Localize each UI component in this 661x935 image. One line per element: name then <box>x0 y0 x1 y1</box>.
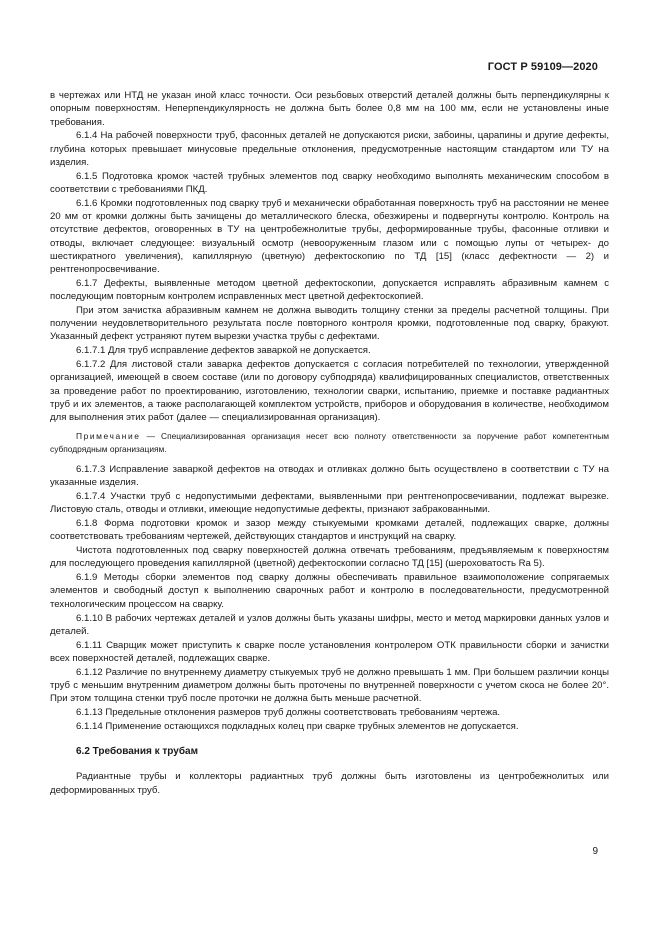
paragraph: 6.1.14 Применение остающихся подкладных колец при сварке трубных элементов не допускается. <box>76 720 519 732</box>
paragraph: 6.1.5 Подготовка кромок частей трубных элементов под сварку необходимо выполнять механическим способом в соответствии с требованиями ПКД. <box>50 170 609 195</box>
page-number: 9 <box>592 846 598 857</box>
paragraph: 6.1.7.4 Участки труб с недопустимыми дефектами, выявленными при рентгенопросвечивании, подлежат вырезке. Листовую сталь, отводы и отливки, имеющие недопустимые дефекты, признают забракованными. <box>50 490 609 516</box>
paragraph: 6.1.9 Методы сборки элементов под сварку должны обеспечивать правильное взаимоположение сопрягаемых элементов и свободный доступ к выполнению сварочных работ и контролю в последовательности, предусмотренной технологическим процессом на сварку. <box>50 572 609 610</box>
document-body <box>50 89 609 798</box>
paragraph: 6.1.13 Предельные отклонения размеров труб должны соответствовать требованиям чертежа. <box>76 707 501 719</box>
section-heading: 6.2 Требования к трубам <box>76 746 198 758</box>
document-header: ГОСТ Р 59109—2020 <box>487 61 598 73</box>
paragraph: При этом зачистка абразивным камнем не должна выводить толщину стенки за пределы расчетной толщины. При получении неудовлетворительного результата после повторного контроля кромки, подготовленные под сварку, бракуют. Указанный дефект устраняют путем вырезки участка трубы с дефектами. <box>50 304 609 343</box>
paragraph: Радиантные трубы и коллекторы радиантных труб должны быть изготовлены из центробежнолитых или деформированных труб. <box>50 771 609 796</box>
paragraph: 6.1.6 Кромки подготовленных под сварку труб и механически обработанная поверхность труб на расстоянии не менее 20 мм от кромки должны быть зачищены до металлического блеска, обезжирены и подвергнуты контролю. Контроль на отсутствие дефектов, оговоренных в ТУ на центробежнолитые трубы, деформированные трубы, фасонные отливки и отводы, включает следующее: визуальный осмотр (невооруженным глазом или с помощью лупы от четырех- до шестикратного увеличения), капиллярную (цветную) дефектоскопию по ТД [15] (класс дефектности — 2) и рентгенопросвечивание. <box>50 197 609 276</box>
paragraph: 6.1.10 В рабочих чертежах деталей и узлов должны быть указаны шифры, место и метод маркировки данных узлов и деталей. <box>50 612 609 637</box>
note-label: Примечание <box>76 431 141 442</box>
paragraph: в чертежах или НТД не указан иной класс точности. Оси резьбовых отверстий деталей должны быть перпендикулярны к опорным поверхностям. Неперпендикулярность не должна быть более 0,8 мм на 100 мм, если не установлены иные требования. <box>50 90 609 128</box>
note <box>50 430 609 454</box>
paragraph: 6.1.7.3 Исправление заваркой дефектов на отводах и отливках должно быть осуществлено в соответствии с ТУ на указанные изделия. <box>50 463 609 489</box>
paragraph: 6.1.12 Различие по внутреннему диаметру стыкуемых труб не должно превышать 1 мм. При большем различии концы труб с меньшим внутренним диаметром должны быть проточены по внутренней поверхности с учетом скоса не более 20°. При этом толщина стенки труб после проточки не должна быть меньше расчетной. <box>50 666 609 705</box>
paragraph: 6.1.7.1 Для труб исправление дефектов заваркой не допускается. <box>76 345 371 357</box>
paragraph: 6.1.7.2 Для листовой стали заварка дефектов допускается с согласия потребителей по технологии, утвержденной организацией, имеющей в своем составе (или по договору субподряда) квалифицированных специалистов, ответственных за проведение работ по проектированию, изготовлению, технологии сварки, испытанию, приемке и поставке радиантных труб и их элементов, а также располагающей комплектом устройств, приборов и оборудования в количестве, необходимом для выполнения этих работ (далее — специализированная организация). <box>50 359 609 424</box>
note-text: — Специализированная организация несет всю полноту ответственности за поручение работ компетентным субподрядным организациям. <box>50 431 609 454</box>
paragraph: 6.1.11 Сварщик может приступить к сварке после установления контролером ОТК правильности сборки и зачистки всех поверхностей деталей, подлежащих сварке. <box>50 639 609 664</box>
paragraph: Чистота подготовленных под сварку поверхностей должна отвечать требованиям, предъявляемым к поверхностям для последующего проведения капиллярной (цветной) дефектоскопии согласно ТД [15] (шероховатость Ra 5). <box>50 545 609 570</box>
paragraph: 6.1.7 Дефекты, выявленные методом цветной дефектоскопии, допускается исправлять абразивным камнем с последующим повторным контролем исправленных мест цветной дефектоскопией. <box>50 277 609 303</box>
paragraph: 6.1.4 На рабочей поверхности труб, фасонных деталей не допускаются риски, забоины, царапины и другие дефекты, глубина которых превышает минусовые предельные отклонения, предусмотренные настоящим стандартом или ТУ на изделия. <box>50 130 609 168</box>
paragraph: 6.1.8 Форма подготовки кромок и зазор между стыкуемыми кромками деталей, подлежащих сварке, должны соответствовать требованиям чертежей, действующих стандартов и инструкций на сварку. <box>50 518 609 543</box>
